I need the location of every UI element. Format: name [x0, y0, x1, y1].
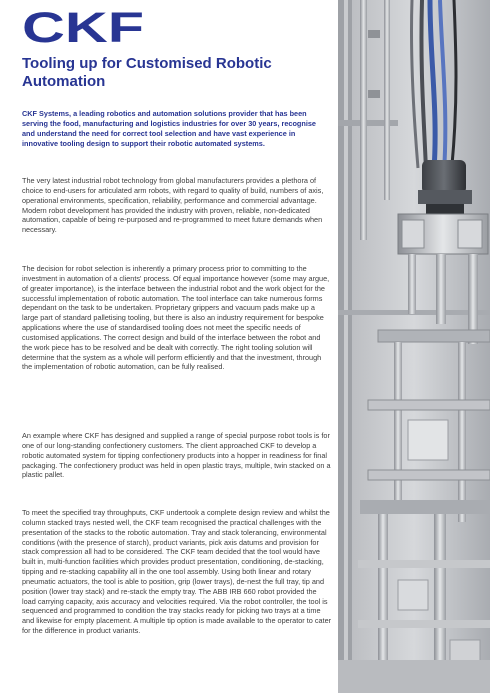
- body-paragraph: An example where CKF has designed and supplied a range of special purpose robot tools is for one of our long-standing confectionery customers. The client approached CKF to develop a robotic automated system for tipping confectionery products into a hopper in readiness for final packaging. The confectionery product was held in open plastic trays, multiple, twin stacked on a plastic pallet.: [22, 431, 331, 480]
- article-intro: CKF Systems, a leading robotics and automation solutions provider that has been serving the food, manufacturing and logistics industries for over 30 years, recognise and understand the need for correct tool selection and have vast experience in innovative tooling design to support their robotic automated systems.: [22, 109, 316, 148]
- ckf-logo-mark: [22, 10, 147, 46]
- article-title: Tooling up for Customised Robotic Automation: [22, 55, 272, 90]
- robot-tooling-photo: [338, 0, 490, 693]
- logo-text: CKF: [22, 10, 144, 46]
- body-paragraph: To meet the specified tray throughputs, CKF undertook a complete design review and whilst the column stacked trays nested well, the CKF team recognised the practical challenges with the presentation of the stacks to the robotic automation. Tray and stack tolerancing, environmental conditions (with the presence of starch), product variants, pick axis datums and provision for stack compression all had to be considered. The CKF team decided that the tool would have built in, multi-function facilities which provides product presentation, conditioning, de-stacking, tipping and re-stacking capability all in the one tool assembly. Using both linear and rotary pneumatic actuators, the tool is able to position, grip (lower trays), de-nest the full tray, tip and position (lower tray stack) and re-stack the empty tray. The ABB IRB 660 robot provided the load carrying capacity, axis accuracy and velocities required. Via the robot controller, the tool is sequenced and programmed to condition the tray stacks ready for picking two trays at a time and likewise for empty placement. A multiple tip option is made available to the operator to cater for the difference in product variants.: [22, 508, 332, 636]
- ckf-logo: [22, 10, 147, 46]
- robot-tooling-illustration: [338, 0, 490, 693]
- body-paragraph: The very latest industrial robot technology from global manufacturers provides a plethora of choice to end-users for articulated arm robots, with regard to quality of build, numbers of axis, operational environments, specification, reliability, performance and commercial advantage. Modern robot development has provided the industry with proven, reliable, non-dedicated automation, capable of being re-purposed and re-programmed to meet future demands when necessary.: [22, 176, 324, 235]
- body-paragraph: The decision for robot selection is inherently a primary process prior to committing to the investment in automation of a clients' process. Of equal importance however (some may argue, of greater importance), is the interface between the industrial robot and the work object for the successful implementation of robotic automation. The tool interface can take numerous forms dependant on the task to be undertaken. Proprietary grippers and vacuum pads make up a large part of standard palletising tooling, but there is also an industry requirement for bespoke applications where the use of standardised tooling does not meet the specific needs of customised applications. The correct design and build of the interface between the robot and the work piece has to be resolved and be dealt with correctly. The right tooling solution will determine that the system as a whole will perform efficiently and that the investment, through the implementation of robotic automation, can be fully realised.: [22, 264, 330, 372]
